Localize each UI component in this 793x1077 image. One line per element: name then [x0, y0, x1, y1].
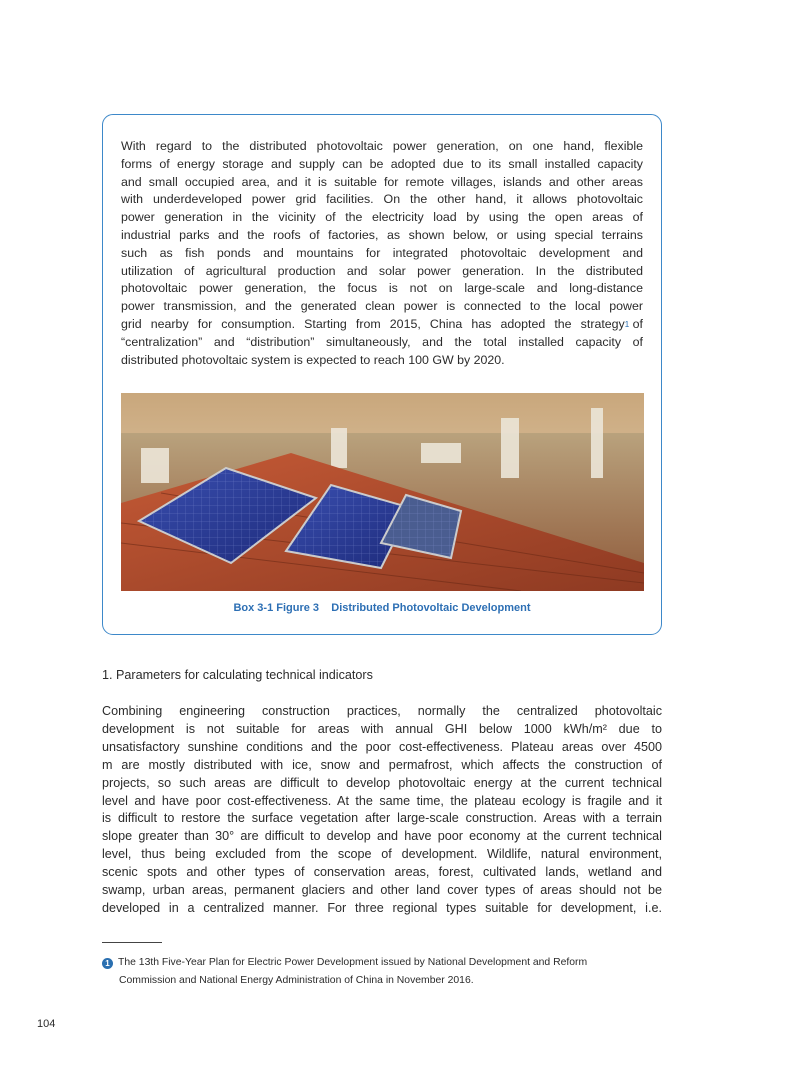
footnote-ref[interactable]: 1: [624, 319, 630, 329]
body-line: developed in a centralized manner. For three regional types suitable for development, i.e.: [102, 900, 662, 915]
body-paragraph: [102, 703, 662, 918]
box-paragraph: [121, 138, 643, 369]
box-line: power transmission, and the generated clean power is connected to the local power: [121, 299, 643, 314]
box-line: power generation in the vicinity of the electricity load by using the open areas of: [121, 210, 643, 225]
body-line: is difficult to restore the surface vegetation after large-scale construction. Areas with a terrain: [102, 811, 662, 826]
box-line: industrial parks and the roofs of factories, as shown below, or using special terrains: [121, 227, 643, 242]
box-line-with-footnote: [121, 316, 643, 334]
body-line: level, thus being excluded from the scope of development. Wildlife, natural environment,: [102, 847, 662, 862]
figure-caption: Box 3-1 Figure 3 Distributed Photovoltaic Development: [233, 602, 531, 614]
body-line: slope greater than 30° are difficult to develop and have poor economy at the current technical: [102, 829, 662, 844]
box-line: photovoltaic power generation, the focus is not on large-scale and long-distance: [121, 281, 643, 296]
section-heading: 1. Parameters for calculating technical indicators: [102, 668, 373, 682]
box-line: “centralization” and “distribution” simultaneously, and the total installed capacity of: [121, 334, 643, 349]
box-line: With regard to the distributed photovoltaic power generation, on one hand, flexible: [121, 139, 643, 153]
footnote-divider: [102, 942, 162, 943]
body-line: projects, so such areas are difficult to develop photovoltaic energy at the current technical: [102, 775, 662, 790]
body-line: scenic spots and other types of conservation areas, forest, cultivated lands, wetland and: [102, 865, 662, 880]
footnote-number-icon: 1: [102, 958, 113, 969]
body-line: m are mostly distributed with ice, snow and permafrost, which affects the construction of: [102, 757, 662, 772]
box-line: distributed photovoltaic system is expected to reach 100 GW by 2020.: [121, 352, 505, 367]
box-line: grid nearby for consumption. Starting from 2015, China has adopted the strategy: [121, 316, 625, 331]
rooftop-solar-photo: [121, 393, 644, 591]
footnote-line: Commission and National Energy Administration of China in November 2016.: [119, 975, 474, 986]
body-line: level and have poor cost-effectiveness. At the same time, the plateau ecology is fragile and it: [102, 793, 662, 808]
box-line-tail: of: [629, 316, 643, 331]
body-line: development is not suitable for areas with annual GHI below 1000 kWh/m² due to: [102, 721, 662, 736]
body-line: unsatisfactory sunshine conditions and the poor cost-effectiveness. Plateau areas over 4500: [102, 739, 662, 754]
footnote: [102, 954, 662, 990]
box-line: utilization of agricultural production and solar power generation. In the distributed: [121, 263, 643, 278]
box-line: such as fish ponds and mountains for integrated photovoltaic development and: [121, 245, 643, 260]
footnote-line: The 13th Five-Year Plan for Electric Power Development issued by National Development and Reform: [118, 957, 588, 968]
box-line: and small occupied area, and it is suitable for remote villages, islands and other areas: [121, 174, 643, 189]
page-number: 104: [37, 1018, 56, 1030]
body-line: Combining engineering construction practices, normally the centralized photovoltaic: [102, 704, 662, 718]
box-line: forms of energy storage and supply can be adopted due to its small installed capacity: [121, 156, 643, 171]
box-line: with underdeveloped power grid facilities. On the other hand, it allows photovoltaic: [121, 192, 643, 207]
body-line: swamp, urban areas, permanent glaciers and other land cover types of areas should not be: [102, 883, 662, 898]
